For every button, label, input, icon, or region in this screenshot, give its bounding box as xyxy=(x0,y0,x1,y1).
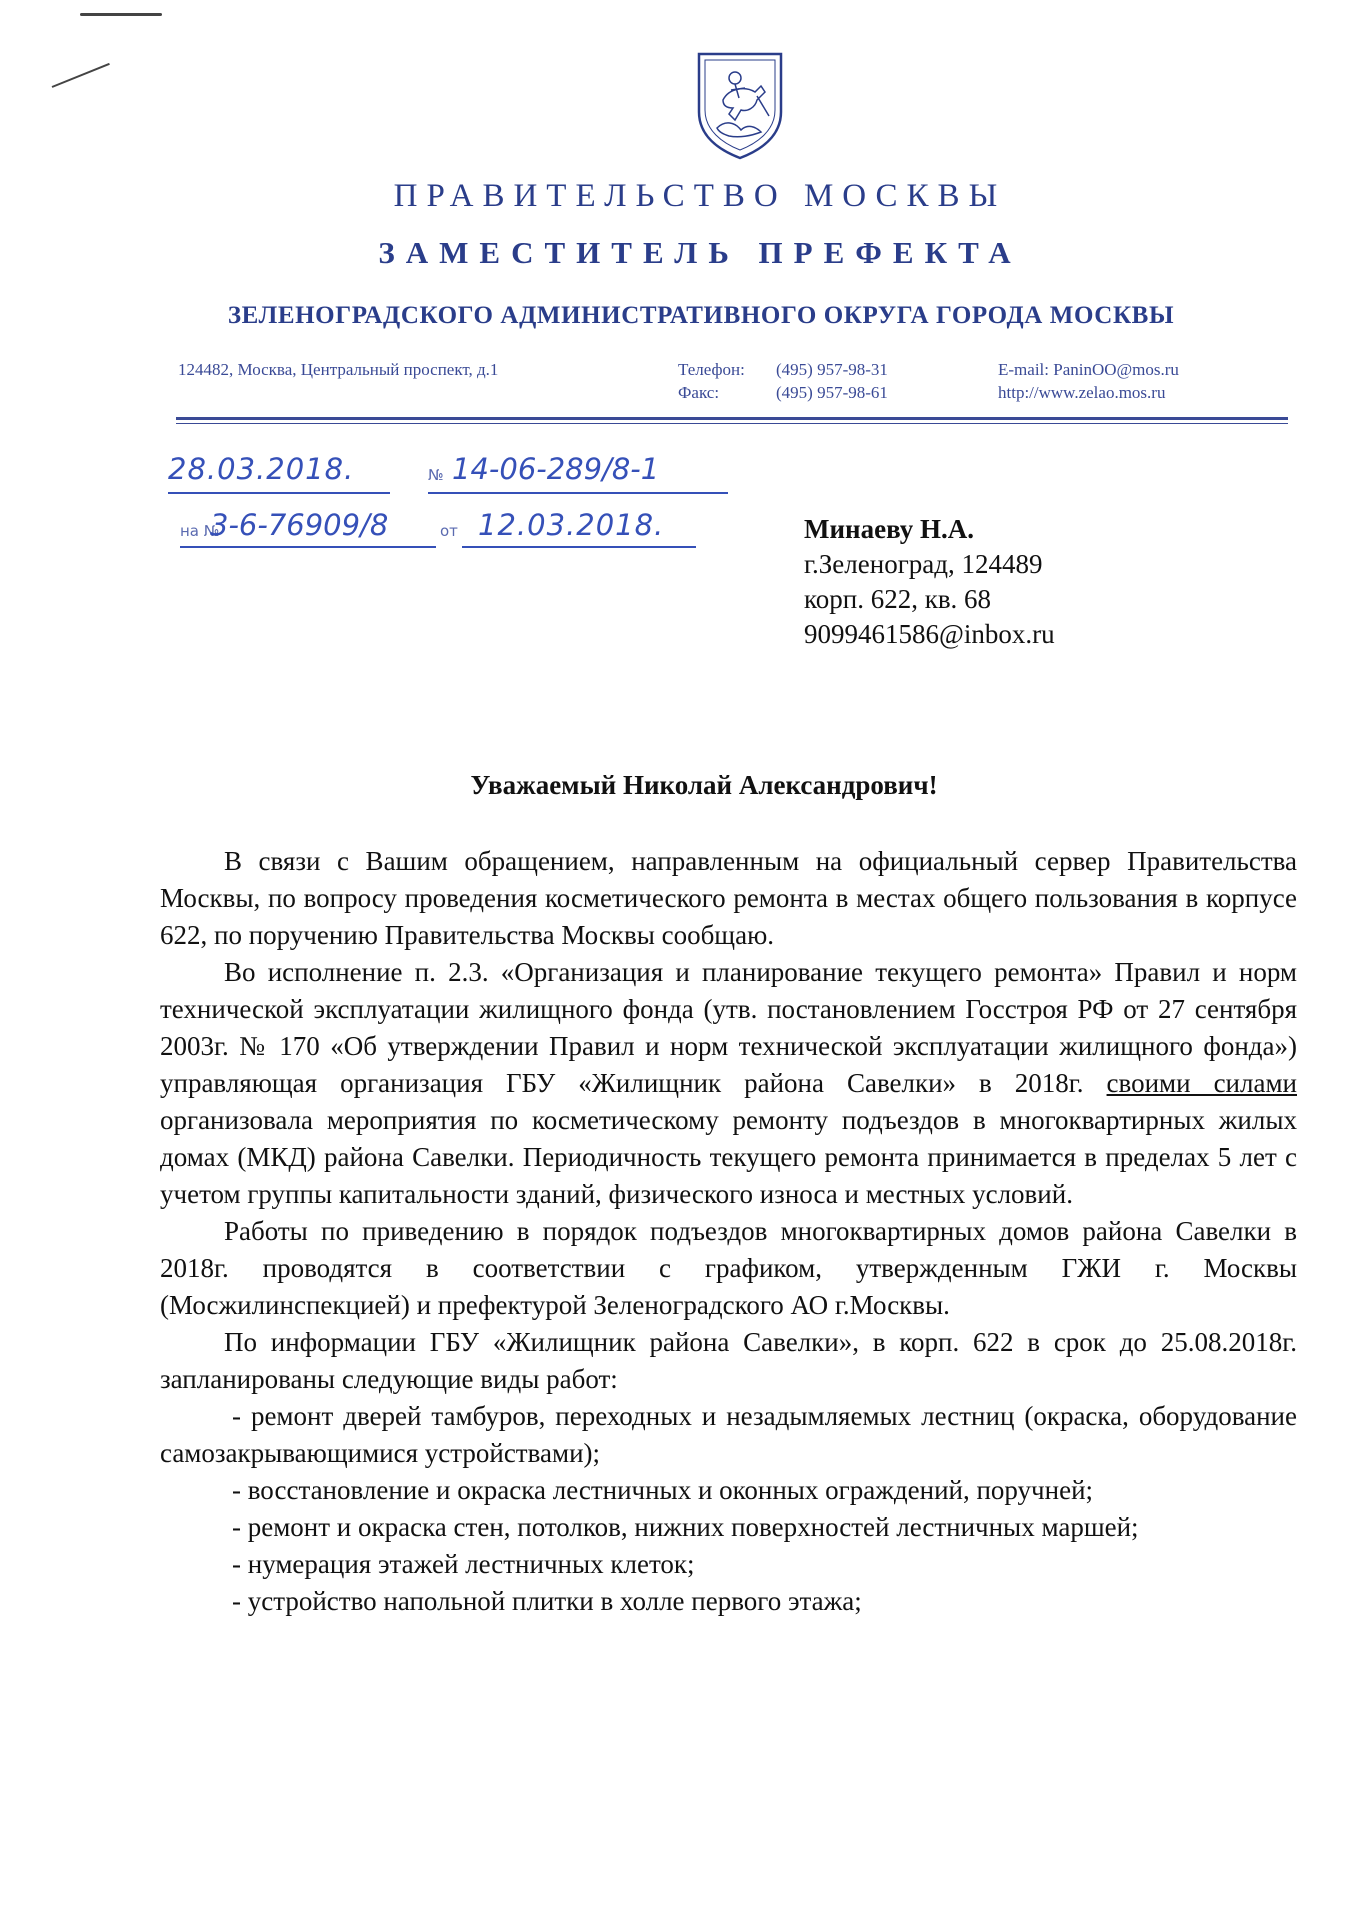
addressee-building: корп. 622, кв. 68 xyxy=(804,584,992,614)
paragraph-text: организовала мероприятия по косметическому ремонту подъездов в многоквартирных жилых домах (МКД) района Савелки. Периодичность текущего ремонта принимается в пределах 5 лет с учетом группы капитальности зданий, физического износа и местных условий. xyxy=(160,1105,1297,1209)
addressee-city: г.Зеленоград, 124489 xyxy=(804,549,1043,579)
addressee-name: Минаеву Н.А. xyxy=(804,514,974,544)
paragraph: В связи с Вашим обращением, направленным на официальный сервер Правительства Москвы, по вопросу проведения косметического ремонта в местах общего пользования в корпусе 622, по поручению Правительства Москвы сообщаю. xyxy=(160,846,1297,950)
reference-date-label: от xyxy=(440,522,458,540)
reference-label: на № xyxy=(180,522,220,540)
list-item: - восстановление и окраска лестничных и оконных ограждений, поручней; xyxy=(232,1475,1094,1505)
paragraph xyxy=(160,954,1297,1213)
reference-date: 12.03.2018. xyxy=(478,508,665,542)
reference-number: 3-6-76909/8 xyxy=(210,508,389,542)
org-line-3: ЗЕЛЕНОГРАДСКОГО АДМИНИСТРАТИВНОГО ОКРУГА ГОРОДА МОСКВЫ xyxy=(227,302,1175,329)
paragraph: Работы по приведению в порядок подъездов многоквартирных домов района Савелки в 2018г. проводятся в соответствии с графиком, утвержденным ГЖИ г. Москвы (Мосжилинспекцией) и префектурой Зеленоградского АО г.Москвы. xyxy=(160,1216,1297,1320)
date-underline xyxy=(168,492,390,494)
scan-mark xyxy=(52,63,110,88)
greeting: Уважаемый Николай Александрович! xyxy=(470,770,938,800)
org-line-1: ПРАВИТЕЛЬСТВО МОСКВЫ xyxy=(393,178,1007,214)
phone-label: Телефон: xyxy=(678,360,745,379)
registration-date: 28.03.2018. xyxy=(168,452,355,486)
list-item: - устройство напольной плитки в холле первого этажа; xyxy=(232,1586,862,1616)
reference-date-underline xyxy=(462,546,696,548)
list-item: - ремонт и окраска стен, потолков, нижних поверхностей лестничных маршей; xyxy=(232,1512,1139,1542)
org-online xyxy=(998,358,1179,404)
moscow-coat-of-arms-icon xyxy=(695,50,785,162)
addressee-email: 9099461586@inbox.ru xyxy=(804,619,1055,649)
scan-mark xyxy=(80,13,162,16)
underlined-phrase: своими силами xyxy=(1106,1068,1297,1098)
letter-body xyxy=(160,843,1297,1620)
website-value: http://www.zelao.mos.ru xyxy=(998,383,1166,402)
number-underline xyxy=(428,492,728,494)
email-value: E-mail: PaninOO@mos.ru xyxy=(998,360,1179,379)
org-address: 124482, Москва, Центральный проспект, д.1 xyxy=(178,360,499,379)
fax-label: Факс: xyxy=(678,383,720,402)
paragraph: По информации ГБУ «Жилищник района Савелки», в корп. 622 в срок до 25.08.2018г. запланированы следующие виды работ: xyxy=(160,1327,1297,1394)
org-phones xyxy=(678,358,888,404)
list-item: - нумерация этажей лестничных клеток; xyxy=(232,1549,695,1579)
paragraph-text: Во исполнение п. 2.3. «Организация и планирование текущего ремонта» Правил и норм технической эксплуатации жилищного фонда (утв. постановлением Госстроя РФ от 27 сентября 2003г. № 170 «Об утверждении Правил и норм технической эксплуатации жилищного фонда») управляющая организация ГБУ «Жилищник района Савелки» в 2018г. xyxy=(160,957,1297,1098)
phone-value: (495) 957-98-31 xyxy=(776,360,888,379)
number-label: № xyxy=(428,466,444,484)
header-divider-thin xyxy=(176,423,1288,424)
registration-number: 14-06-289/8-1 xyxy=(452,452,660,486)
header-divider xyxy=(176,417,1288,420)
list-item: - ремонт дверей тамбуров, переходных и незадымляемых лестниц (окраска, оборудование самозакрывающимися устройствами); xyxy=(160,1401,1297,1468)
reference-underline xyxy=(180,546,436,548)
org-line-2: ЗАМЕСТИТЕЛЬ ПРЕФЕКТА xyxy=(378,235,1022,270)
addressee-block xyxy=(804,512,1055,652)
fax-value: (495) 957-98-61 xyxy=(776,383,888,402)
